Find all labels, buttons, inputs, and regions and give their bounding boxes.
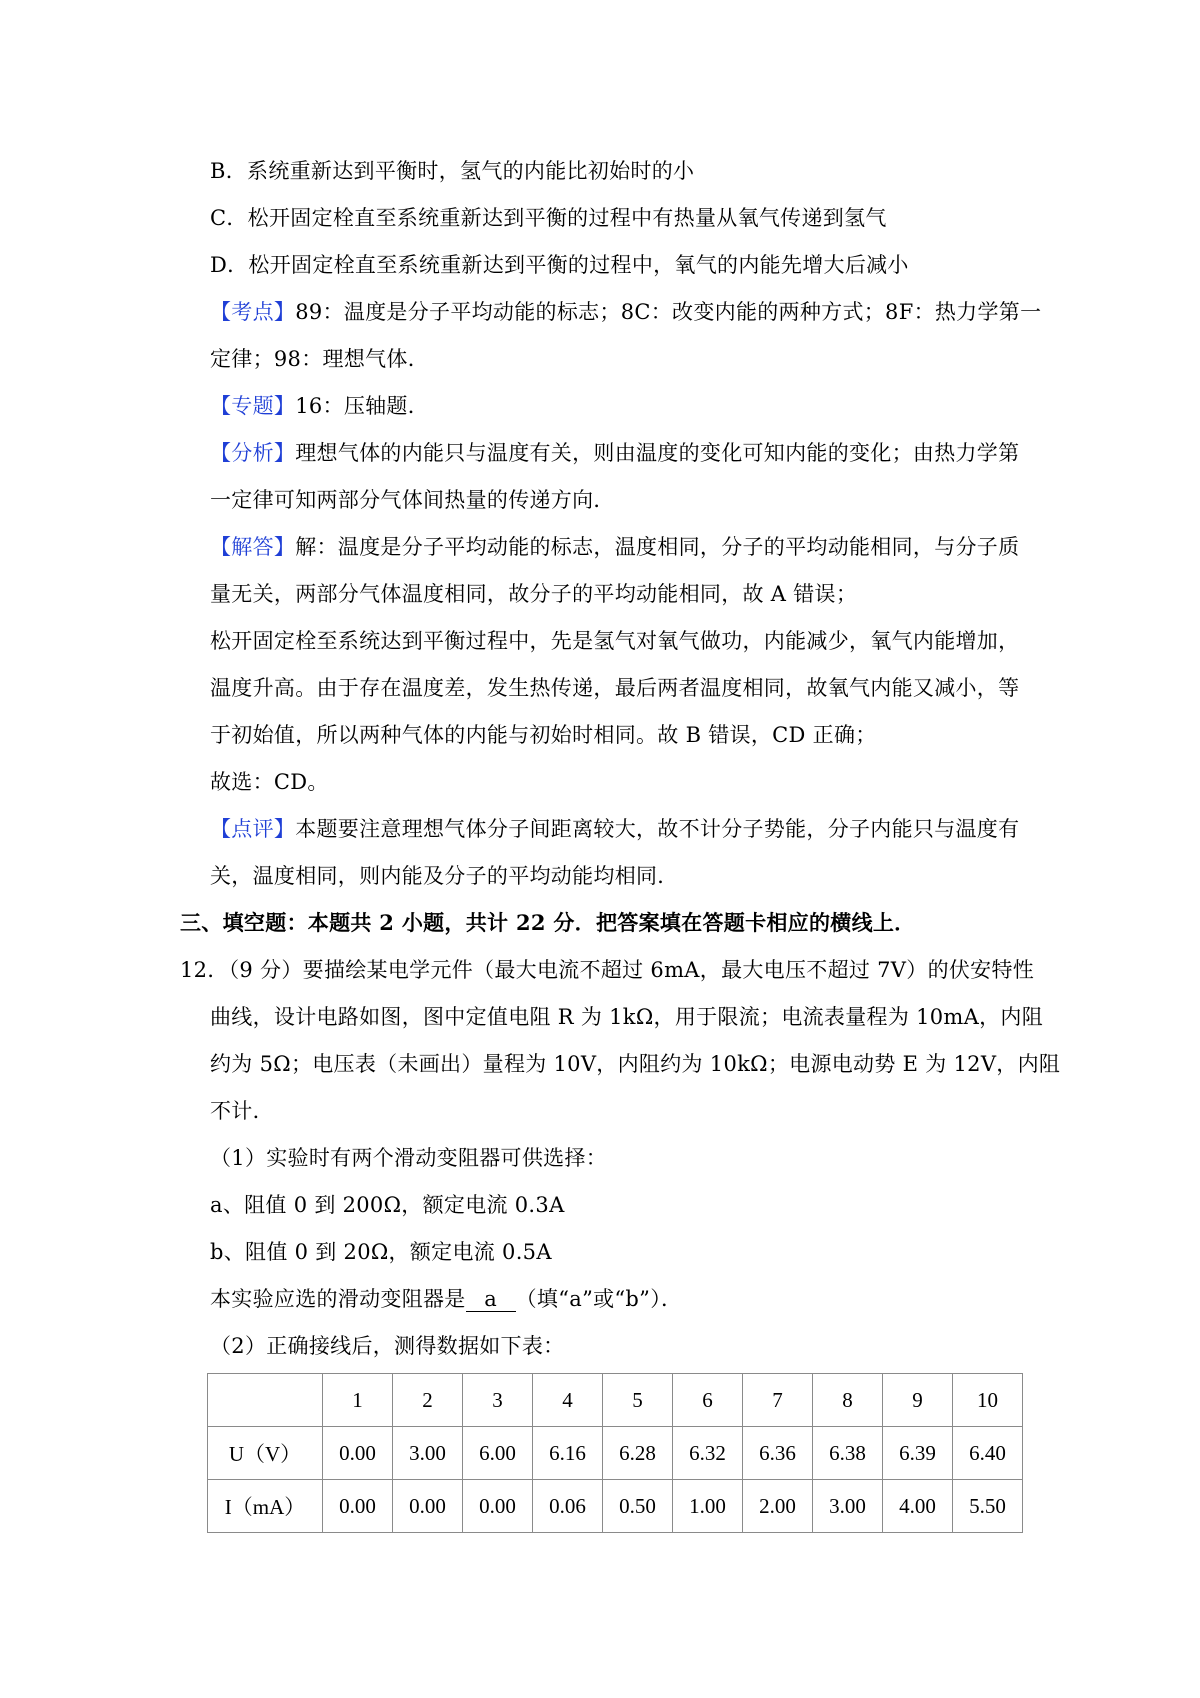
jieda-tag: 【解答】 [210, 535, 296, 559]
dianping-tag: 【点评】 [210, 817, 296, 841]
index-cell: 3 [463, 1374, 533, 1427]
fenxi-tag: 【分析】 [210, 441, 296, 465]
section-3-heading: 三、填空题：本题共 2 小题，共计 22 分．把答案填在答题卡相应的横线上． [180, 910, 916, 935]
current-cell: 5.50 [953, 1480, 1023, 1533]
question-12-line-4: 不计． [210, 1099, 274, 1123]
voltage-cell: 6.28 [603, 1427, 673, 1480]
option-c: C．松开固定栓直至系统重新达到平衡的过程中有热量从氧气传递到氢气 [210, 206, 887, 230]
data-table [207, 1373, 1023, 1533]
dianping-line-1 [210, 815, 1019, 843]
table-row-current [208, 1480, 1023, 1533]
table-corner-cell [208, 1374, 323, 1427]
answer-line [210, 1285, 682, 1313]
voltage-cell: 3.00 [393, 1427, 463, 1480]
table-row-index [208, 1374, 1023, 1427]
fenxi-text-1: 理想气体的内能只与温度有关，则由温度的变化可知内能的变化；由热力学第 [295, 441, 1020, 465]
jieda-text-1: 解：温度是分子平均动能的标志，温度相同，分子的平均动能相同，与分子质 [295, 535, 1020, 559]
jieda-line-3: 松开固定栓至系统达到平衡过程中，先是氢气对氧气做功，内能减少，氧气内能增加， [210, 629, 1020, 653]
answer-prefix: 本实验应选的滑动变阻器是 [210, 1287, 466, 1311]
voltage-cell: 6.36 [743, 1427, 813, 1480]
index-cell: 1 [323, 1374, 393, 1427]
question-12-line-2: 曲线，设计电路如图，图中定值电阻 R 为 1kΩ，用于限流；电流表量程为 10mA，内阻 [210, 1005, 1044, 1029]
voltage-cell: 6.39 [883, 1427, 953, 1480]
option-d: D．松开固定栓直至系统重新达到平衡的过程中，氧气的内能先增大后减小 [210, 253, 909, 277]
index-cell: 5 [603, 1374, 673, 1427]
index-cell: 10 [953, 1374, 1023, 1427]
voltage-cell: 6.00 [463, 1427, 533, 1480]
kaodian-tag: 【考点】 [210, 300, 296, 324]
fenxi-line-2: 一定律可知两部分气体间热量的传递方向． [210, 488, 615, 512]
sub-question-1: （1）实验时有两个滑动变阻器可供选择： [210, 1146, 608, 1170]
current-cell: 0.00 [323, 1480, 393, 1533]
index-cell: 7 [743, 1374, 813, 1427]
kaodian-line-2: 定律；98：理想气体． [210, 347, 430, 371]
zhuanti-tag: 【专题】 [210, 394, 296, 418]
voltage-cell: 0.00 [323, 1427, 393, 1480]
answer-suffix: （填“a”或“b”）． [515, 1287, 683, 1311]
option-b: B．系统重新达到平衡时，氢气的内能比初始时的小 [210, 159, 695, 183]
current-cell: 1.00 [673, 1480, 743, 1533]
jieda-line-1 [210, 533, 1019, 561]
sub-question-2: （2）正确接线后，测得数据如下表： [210, 1334, 565, 1358]
current-cell: 0.00 [393, 1480, 463, 1533]
voltage-label-cell: U（V） [208, 1427, 323, 1480]
dianping-line-2: 关，温度相同，则内能及分子的平均动能均相同． [210, 864, 679, 888]
option-b-resistor: b、阻值 0 到 20Ω，额定电流 0.5A [210, 1240, 552, 1264]
voltage-cell: 6.38 [813, 1427, 883, 1480]
kaodian-line-1 [210, 298, 1041, 326]
current-cell: 0.06 [533, 1480, 603, 1533]
index-cell: 4 [533, 1374, 603, 1427]
index-cell: 8 [813, 1374, 883, 1427]
current-cell: 0.50 [603, 1480, 673, 1533]
current-cell: 4.00 [883, 1480, 953, 1533]
fenxi-line-1 [210, 439, 1019, 467]
voltage-cell: 6.16 [533, 1427, 603, 1480]
current-cell: 2.00 [743, 1480, 813, 1533]
voltage-cell: 6.40 [953, 1427, 1023, 1480]
kaodian-text-1: 89：温度是分子平均动能的标志；8C：改变内能的两种方式；8F：热力学第一 [295, 300, 1042, 324]
index-cell: 6 [673, 1374, 743, 1427]
current-cell: 0.00 [463, 1480, 533, 1533]
dianping-text-1: 本题要注意理想气体分子间距离较大，故不计分子势能，分子内能只与温度有 [295, 817, 1020, 841]
zhuanti-text: 16：压轴题． [295, 394, 430, 418]
table-row-voltage [208, 1427, 1023, 1480]
current-label-cell: I（mA） [208, 1480, 323, 1533]
answer-blank: a [466, 1287, 516, 1312]
voltage-cell: 6.32 [673, 1427, 743, 1480]
zhuanti-line [210, 392, 429, 420]
option-a-resistor: a、阻值 0 到 200Ω，额定电流 0.3A [210, 1193, 565, 1217]
jieda-line-5: 于初始值，所以两种气体的内能与初始时相同。故 B 错误，CD 正确； [210, 723, 877, 747]
jieda-line-4: 温度升高。由于存在温度差，发生热传递，最后两者温度相同，故氧气内能又减小，等 [210, 676, 1020, 700]
jieda-line-6: 故选：CD。 [210, 770, 329, 794]
current-cell: 3.00 [813, 1480, 883, 1533]
question-12-line-3: 约为 5Ω；电压表（未画出）量程为 10V，内阻约为 10kΩ；电源电动势 E 为 12V，内阻 [210, 1052, 1061, 1076]
jieda-line-2: 量无关，两部分气体温度相同，故分子的平均动能相同，故 A 错误； [210, 582, 858, 606]
index-cell: 2 [393, 1374, 463, 1427]
index-cell: 9 [883, 1374, 953, 1427]
question-12-line-1: 12．（9 分）要描绘某电学元件（最大电流不超过 6mA，最大电压不超过 7V）的伏安特性 [180, 958, 1035, 982]
